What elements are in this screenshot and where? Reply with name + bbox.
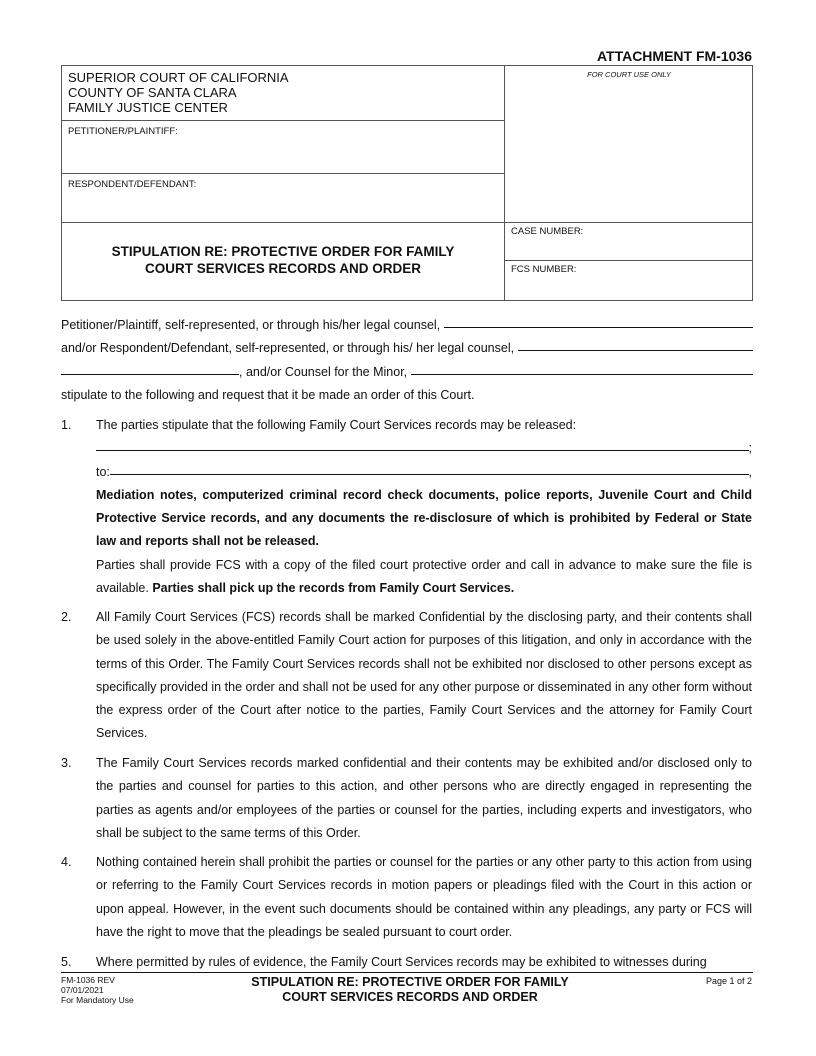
counsel-blank[interactable] — [61, 361, 239, 375]
court-use-area — [505, 66, 753, 223]
attachment-number: ATTACHMENT FM-1036 — [596, 48, 752, 64]
court-use-label: FOR COURT USE ONLY — [587, 70, 671, 79]
fcs-number-label: FCS NUMBER: — [511, 264, 577, 275]
item-number: 2. — [61, 610, 72, 624]
form-date: 07/01/2021 — [61, 985, 104, 995]
footer-form-info — [61, 975, 134, 1005]
title-line: COURT SERVICES RECORDS AND ORDER — [282, 990, 538, 1004]
item-5: Where permitted by rules of evidence, the Family Court Services records may be exhibited to witnesses during — [96, 955, 707, 969]
petitioner-label: PETITIONER/PLAINTIFF: — [68, 126, 178, 137]
item-2: All Family Court Services (FCS) records shall be marked Confidential by the disclosing party, and their contents shall be used solely in the above-entitled Family Court action for purposes of this litigation, and only in accordance with the terms of this Order. The Family Court Services records shall not be exhibited nor disclosed to other persons except as specifically provided in the order and shall not be used for any other purpose or disseminated in any other form without the express order of the Court after notice to the parties, Family Court Services and the attorney for Family Court Services. — [96, 610, 752, 741]
item-1: The parties stipulate that the following Family Court Services records may be released: ; to: , Mediation notes, computerized criminal record check documents, police reports, Juvenile Court and Child Protective Service records, and any documents the re-disclosure of which is prohibited by Federal or State law and reports shall not be released. Parties shall provide FCS with a copy of the filed court protective order and call in advance to make sure the file is available. Parties shall pick up the records from Family Court Services. — [96, 414, 752, 600]
court-line: COUNTY OF SANTA CLARA — [68, 85, 237, 100]
item-text: Parties shall provide FCS with a copy of the filed court protective order and call in advance to make sure the file is available. — [96, 557, 752, 596]
recipient-blank[interactable] — [110, 461, 749, 475]
intro-line: and/or Respondent/Defendant, self-represented, or through his/ her legal counsel, — [61, 341, 515, 356]
footer-title — [200, 975, 620, 1005]
title-line: COURT SERVICES RECORDS AND ORDER — [144, 261, 422, 276]
intro — [61, 314, 753, 407]
title-line: STIPULATION RE: PROTECTIVE ORDER FOR FAMILY — [251, 975, 569, 989]
item-text: The parties stipulate that the following Family Court Services records may be released: — [96, 418, 577, 432]
form-title — [62, 223, 505, 301]
intro-line: , and/or Counsel for the Minor, — [239, 364, 408, 379]
to-label: to: — [96, 464, 110, 479]
caption-box — [61, 65, 753, 301]
intro-line: stipulate to the following and request that it be made an order of this Court. — [61, 387, 475, 402]
page-number: Page 1 of 2 — [705, 976, 752, 986]
records-blank[interactable] — [96, 437, 749, 451]
case-number-field[interactable] — [505, 223, 753, 261]
court-line: SUPERIOR COURT OF CALIFORNIA — [68, 70, 289, 85]
item-number: 3. — [61, 756, 72, 770]
item-3: The Family Court Services records marked confidential and their contents may be exhibited and/or disclosed only to the parties and counsel for parties to this action, and other persons who are directly engaged in representing the parties as agents and/or employees of the parties or counsel for the parties, including experts and investigators, who shall be subject to the same terms of this Order. — [96, 756, 752, 840]
case-number-label: CASE NUMBER: — [511, 226, 584, 237]
item-number: 5. — [61, 955, 72, 969]
item-number: 1. — [61, 418, 72, 432]
form-number: FM-1036 REV — [61, 975, 115, 985]
respondent-label: RESPONDENT/DEFENDANT: — [68, 179, 197, 190]
respondent-field[interactable] — [62, 174, 505, 223]
footer-divider — [61, 972, 753, 973]
form-use: For Mandatory Use — [61, 995, 134, 1005]
item-number: 4. — [61, 855, 72, 869]
title-line: STIPULATION RE: PROTECTIVE ORDER FOR FAMILY — [111, 244, 455, 259]
respondent-counsel-blank[interactable] — [518, 337, 753, 351]
item-4: Nothing contained herein shall prohibit the parties or counsel for the parties or any other party to this action from using or referring to the Family Court Services records in motion papers or pleadings filed with the Court in this action or upon appeal. However, in the event such documents should be contained within any pleadings, any party or FCS will have the right to move that the pleadings be sealed pursuant to court order. — [96, 855, 752, 939]
minor-counsel-blank[interactable] — [411, 361, 753, 375]
pickup-note: Parties shall pick up the records from Family Court Services. — [152, 581, 515, 596]
court-name — [62, 66, 505, 121]
court-line: FAMILY JUSTICE CENTER — [68, 100, 228, 115]
intro-line: Petitioner/Plaintiff, self-represented, or through his/her legal counsel, — [61, 318, 441, 332]
excluded-records: Mediation notes, computerized criminal record check documents, police reports, Juvenile Court and Child Protective Service records, and any documents the re-disclosure of which is prohibited by Federal or State law and reports shall not be released. — [96, 487, 752, 549]
petitioner-counsel-blank[interactable] — [444, 314, 753, 328]
fcs-number-field[interactable] — [505, 261, 753, 301]
petitioner-field[interactable] — [62, 121, 505, 174]
